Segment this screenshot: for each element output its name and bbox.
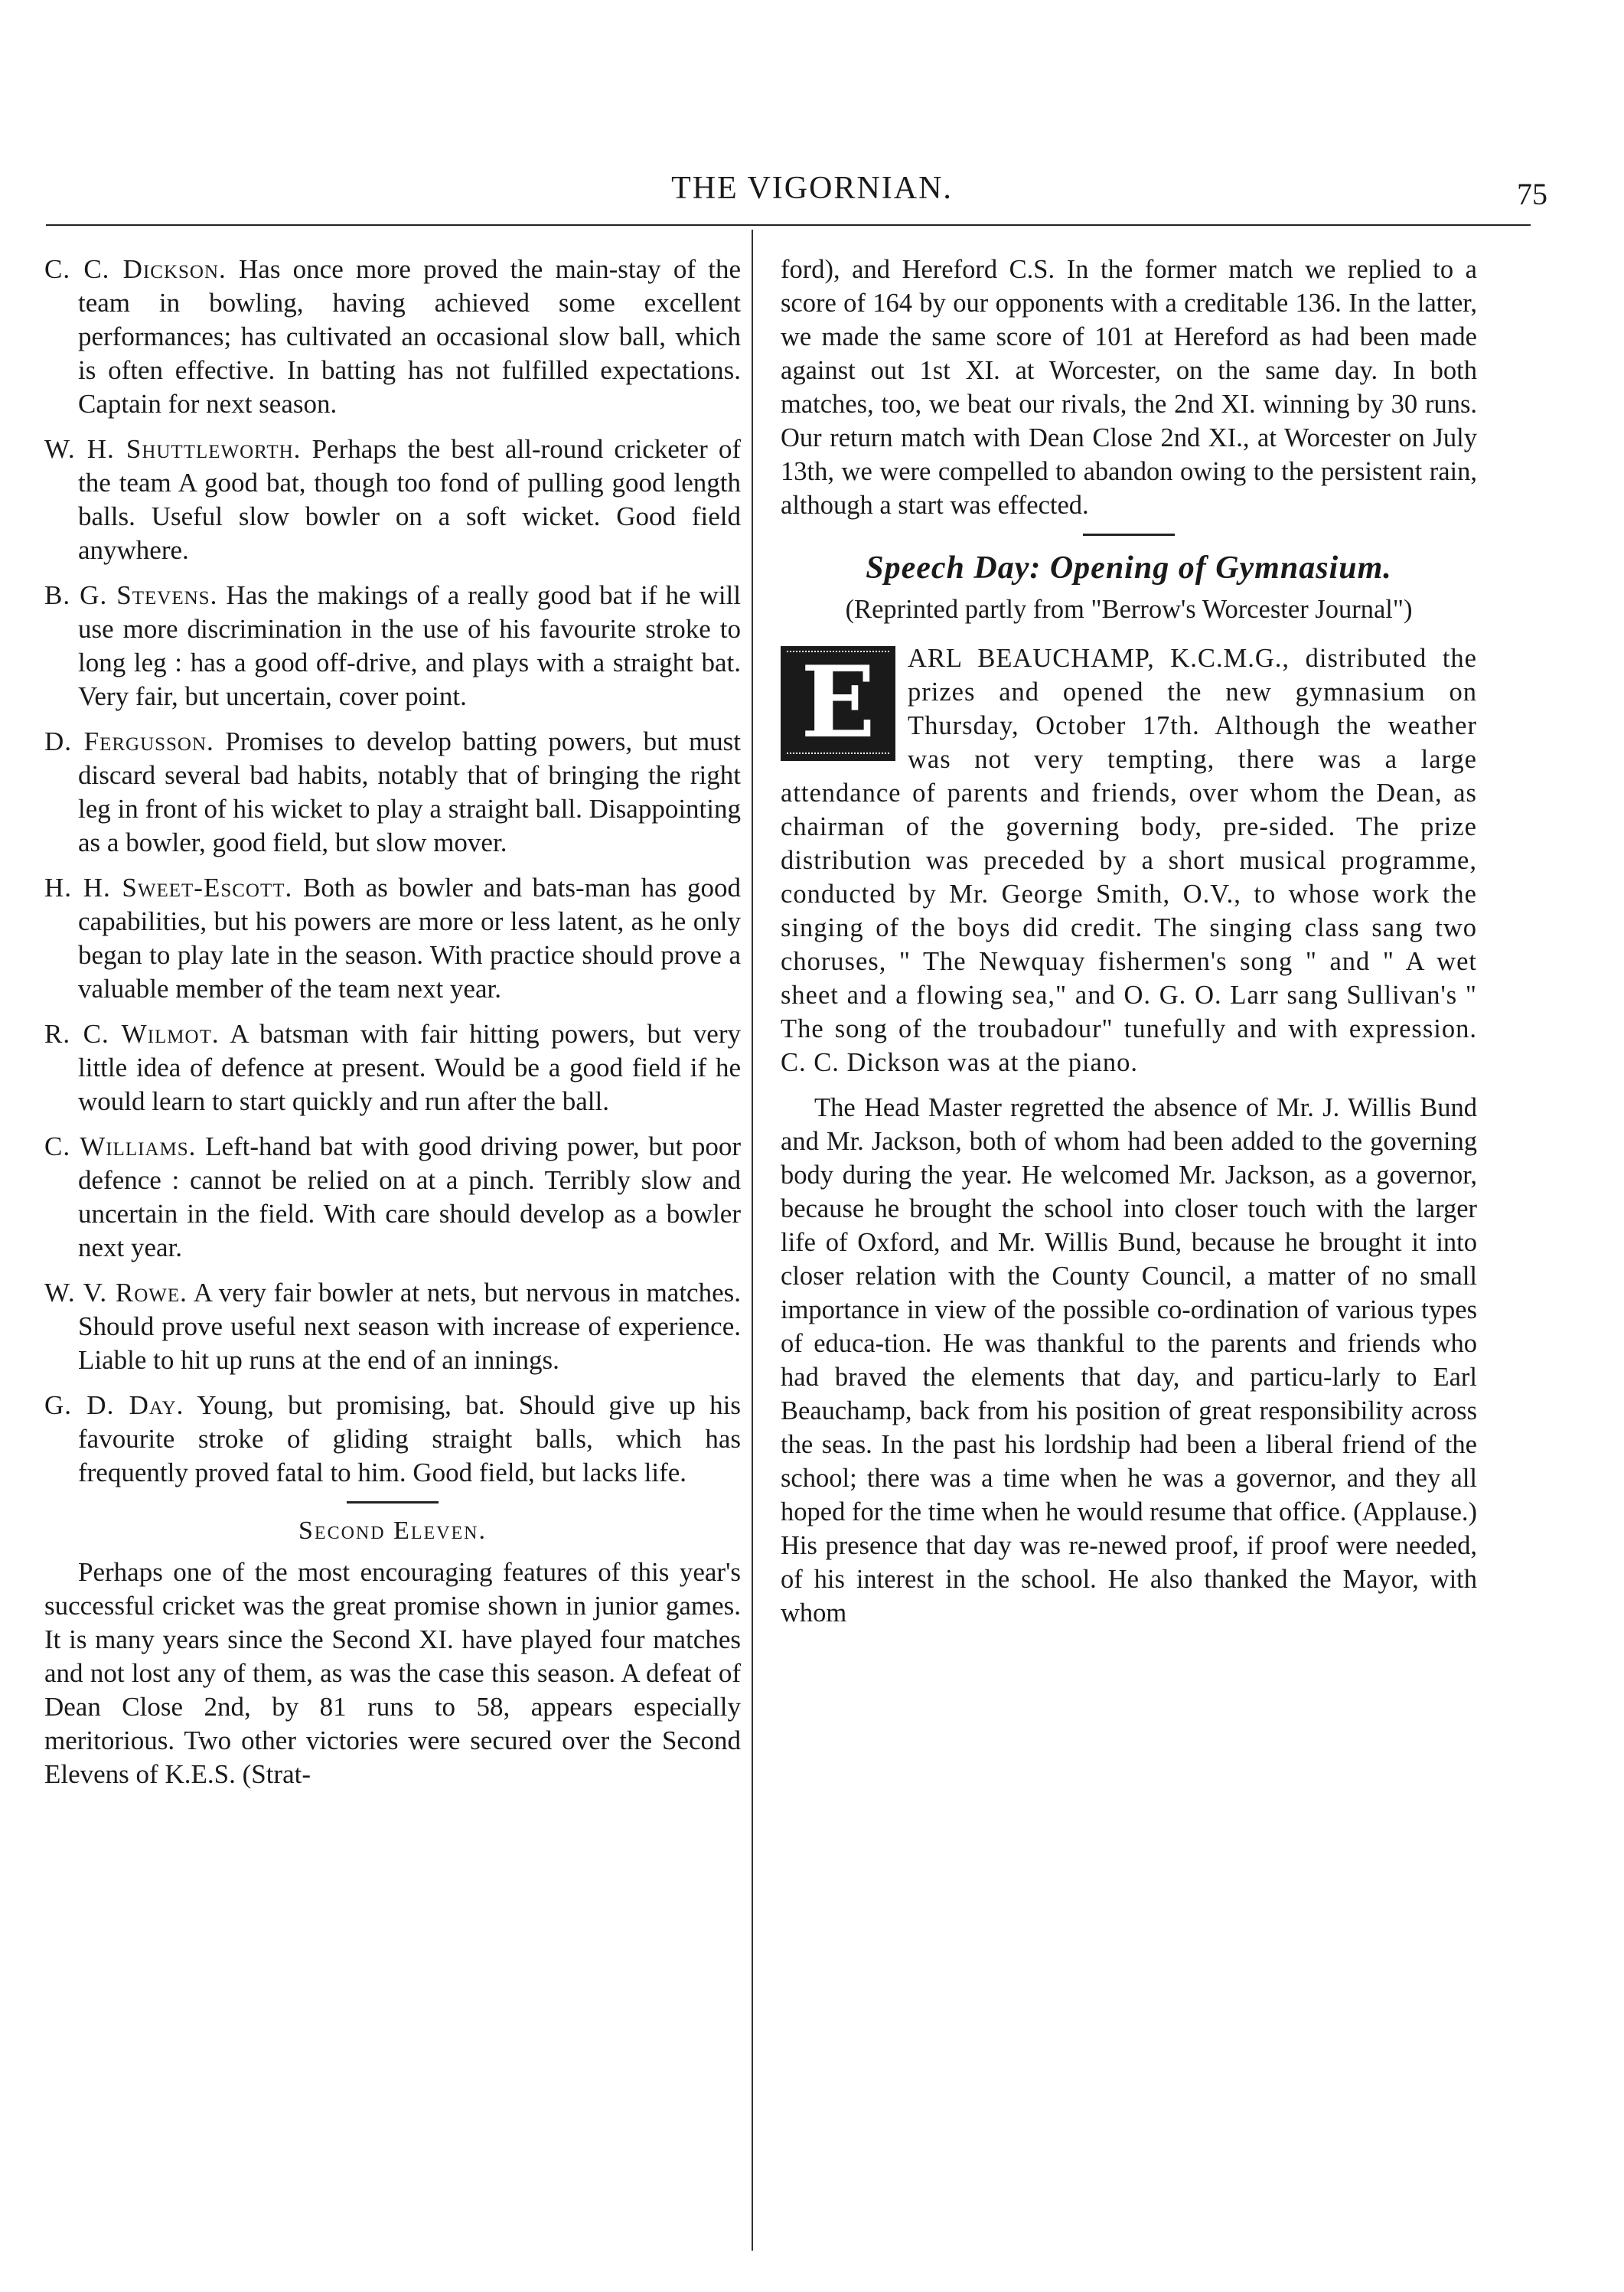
article-opening: [781, 642, 1477, 1079]
player-name: B. G. Stevens.: [44, 580, 218, 610]
left-column: [44, 253, 741, 1803]
second-eleven-paragraph: Perhaps one of the most encouraging features of this year's successful cricket was the great promise shown in junior games. It is many years since the Second XI. have played four matches and not lost any of them, as was the case this season. A defeat of Dean Close 2nd, by 81 runs to 58, appears especially meritorious. Two other victories were secured over the Second Elevens of K.E.S. (Strat-: [44, 1557, 741, 1789]
right-column: [781, 253, 1477, 1641]
article-title: Speech Day: Opening of Gymnasium.: [866, 550, 1392, 586]
player-entry: [44, 725, 741, 860]
player-remarks: Young, but promising, bat. Should give up his favourite stroke of gliding straight balls, which has frequently proved fatal to him. Good field, but lacks life.: [78, 1390, 741, 1487]
player-entry: [44, 253, 741, 421]
player-name: W. V. Rowe.: [44, 1278, 188, 1308]
player-remarks: Perhaps the best all-round cricketer of the team A good bat, though too fond of pulling good length balls. Useful slow bowler on a soft wicket. Good field anywhere.: [78, 434, 742, 565]
player-name: W. H. Shuttleworth.: [44, 434, 302, 464]
drop-cap-letter: E: [801, 645, 876, 760]
player-entry: [44, 871, 741, 1006]
running-head: THE VIGORNIAN.: [671, 171, 953, 206]
player-remarks: Promises to develop batting powers, but must discard several bad habits, notably that of bringing the right leg in front of his wicket to play a straight ball. Disappointing as a bowler, good field, but slow mover.: [78, 726, 742, 857]
player-name: G. D. Day.: [44, 1390, 184, 1420]
second-eleven-heading: Second Eleven.: [298, 1517, 487, 1545]
second-paragraph: The Head Master regretted the absence of Mr. J. Willis Bund and Mr. Jackson, both of whom had been added to the governing body during the year. He welcomed Mr. Jackson, as a governor, because he brought the school into closer touch with the larger life of Oxford, and Mr. Willis Bund, because he brought it into closer relation with the County Council, a matter of no small importance in view of the possible co-ordination of various types of educa-tion. He was thankful to the parents and friends who had braved the elements that day, and particu-larly to Earl Beauchamp, back from his position of great responsibility across the seas. In the past his lordship had been a liberal friend of the school; there was a time when he was a governor, and they all hoped for the time when he would resume that office. (Applause.) His presence that day was re-newed proof, if proof were needed, of his interest in the school. He also thanked the Mayor, with whom: [781, 1093, 1477, 1628]
player-entry: [44, 1017, 741, 1118]
player-remarks: Has the makings of a really good bat if he will use more discrimination in the use of his favourite stroke to long leg : has a good off-drive, and plays with a straight bat. Very fair, but uncertain, cover point.: [78, 580, 742, 711]
player-name: D. Fergusson.: [44, 726, 214, 756]
first-paragraph: ARL BEAUCHAMP, K.C.M.G., distributed the prizes and opened the new gymnasium on Thursday, October 17th. Although the weather was not very tempting, there was a large attendance of parents and friends, over whom the Dean, as chairman of the governing body, pre-sided. The prize distribution was preceded by a short musical programme, conducted by Mr. George Smith, O.V., to whose work the singing of the boys did credit. The singing class sang two choruses, " The Newquay fishermen's song " and " A wet sheet and a flowing sea," and O. G. O. Larr sang Sullivan's " The song of the troubadour" tunefully and with expression. C. C. Dickson was at the piano.: [781, 644, 1477, 1077]
player-entry: [44, 433, 741, 567]
player-name: R. C. Wilmot.: [44, 1019, 220, 1049]
player-entry: [44, 1389, 741, 1490]
player-remarks: Has once more proved the main-stay of the team in bowling, having achieved some excellent performances; has cultivated an occasional slow ball, which is often effective. In batting has not fulfilled expectations. Captain for next season.: [78, 254, 741, 419]
page-header: [46, 170, 1578, 224]
header-rule: [46, 224, 1531, 226]
player-entry: [44, 579, 741, 713]
player-remarks: A batsman with fair hitting powers, but very little idea of defence at present. Would be a good field if he would learn to start quickly and run after the ball.: [78, 1019, 741, 1116]
page-number: 75: [1517, 177, 1547, 211]
continuation-paragraph: ford), and Hereford C.S. In the former match we replied to a score of 164 by our opponents with a creditable 136. In the latter, we made the same score of 101 at Hereford as had been made against out 1st XI. at Worcester, on the same day. In both matches, too, we beat our rivals, the 2nd XI. winning by 30 runs. Our return match with Dean Close 2nd XI., at Worcester on July 13th, we were compelled to abandon owing to the persistent rain, although a start was effected.: [781, 255, 1477, 520]
drop-cap-ornament-bottom: [787, 753, 889, 756]
section-rule: [1083, 534, 1175, 536]
player-name: C. Williams.: [44, 1131, 197, 1161]
column-divider: [752, 230, 753, 2251]
player-entry: [44, 1276, 741, 1377]
player-name: H. H. Sweet-Escott.: [44, 873, 293, 903]
ornamental-drop-cap: [781, 646, 895, 761]
player-remarks: Left-hand bat with good driving power, but poor defence : cannot be relied on at a pinch. Terribly slow and uncertain in the field. With care should develop as a bowler next year.: [78, 1131, 741, 1262]
player-remarks: A very fair bowler at nets, but nervous in matches. Should prove useful next season with increase of experience. Liable to hit up runs at the end of an innings.: [78, 1278, 741, 1375]
section-rule: [347, 1501, 439, 1504]
player-remarks: Both as bowler and bats-man has good capabilities, but his powers are more or less latent, as he only began to play late in the season. With practice should prove a valuable member of the team next year.: [78, 873, 742, 1004]
player-entry: [44, 1130, 741, 1265]
player-name: C. C. Dickson.: [44, 254, 227, 284]
reprint-note: (Reprinted partly from "Berrow's Worcester Journal"): [845, 595, 1413, 624]
